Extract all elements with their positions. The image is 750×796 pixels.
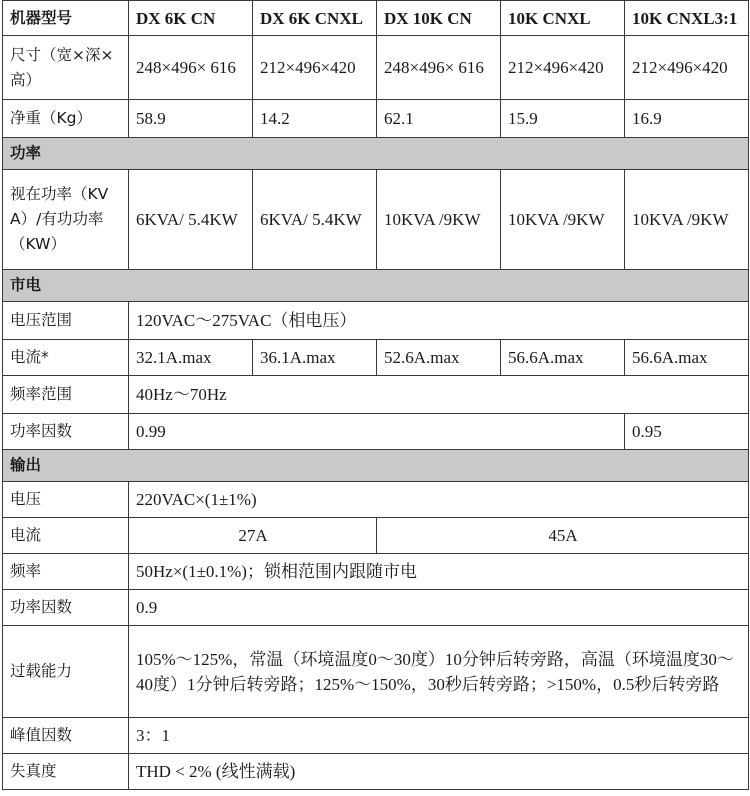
mains-freq-value: 40Hz～70Hz xyxy=(129,376,749,414)
mains-current-value: 56.6A.max xyxy=(625,340,749,376)
mains-pf-value-alt: 0.95 xyxy=(625,414,749,450)
output-freq-value: 50Hz×(1±0.1%)；锁相范围内跟随市电 xyxy=(129,554,749,590)
power-value: 10KVA /9KW xyxy=(625,170,749,270)
output-pf-value: 0.9 xyxy=(129,590,749,626)
model-name: DX 10K CN xyxy=(377,1,501,36)
spec-table xyxy=(2,0,749,790)
output-overload-value: 105%～125%，常温（环境温度0～30度）10分钟后转旁路，高温（环境温度30～40度）1分钟后转旁路；125%～150%，30秒后转旁路；>150%，0.5秒后转旁路 xyxy=(129,626,749,718)
weight-value: 58.9 xyxy=(129,100,253,138)
output-current-value: 27A xyxy=(129,518,377,554)
size-row xyxy=(3,36,749,100)
output-overload-label: 过载能力 xyxy=(3,626,129,718)
output-crest-row xyxy=(3,718,749,754)
size-label: 尺寸（宽×深×高） xyxy=(3,36,129,100)
output-thd-label: 失真度 xyxy=(3,754,129,790)
weight-value: 62.1 xyxy=(377,100,501,138)
size-value: 248×496× 616 xyxy=(377,36,501,100)
weight-value: 14.2 xyxy=(253,100,377,138)
mains-current-label: 电流* xyxy=(3,340,129,376)
model-name: DX 6K CNXL xyxy=(253,1,377,36)
model-name: 10K CNXL xyxy=(501,1,625,36)
power-label: 视在功率（KVA）/有功功率（KW） xyxy=(3,170,129,270)
section-power-row xyxy=(3,138,749,170)
mains-voltage-value: 120VAC～275VAC（相电压） xyxy=(129,302,749,340)
output-thd-value: THD < 2% (线性满载) xyxy=(129,754,749,790)
mains-voltage-label: 电压范围 xyxy=(3,302,129,340)
output-voltage-row xyxy=(3,482,749,518)
section-mains-heading: 市电 xyxy=(3,270,749,302)
output-thd-row xyxy=(3,754,749,790)
section-output-heading: 输出 xyxy=(3,450,749,482)
power-value: 6KVA/ 5.4KW xyxy=(253,170,377,270)
model-label: 机器型号 xyxy=(3,1,129,36)
mains-current-value: 52.6A.max xyxy=(377,340,501,376)
output-current-value-alt: 45A xyxy=(377,518,749,554)
mains-freq-row xyxy=(3,376,749,414)
size-value: 212×496×420 xyxy=(625,36,749,100)
output-overload-row xyxy=(3,626,749,718)
weight-value: 15.9 xyxy=(501,100,625,138)
power-row xyxy=(3,170,749,270)
weight-row xyxy=(3,100,749,138)
mains-current-value: 36.1A.max xyxy=(253,340,377,376)
model-name: DX 6K CN xyxy=(129,1,253,36)
output-pf-label: 功率因数 xyxy=(3,590,129,626)
mains-freq-label: 频率范围 xyxy=(3,376,129,414)
weight-label: 净重（Kg） xyxy=(3,100,129,138)
output-current-label: 电流 xyxy=(3,518,129,554)
power-value: 10KVA /9KW xyxy=(377,170,501,270)
power-value: 6KVA/ 5.4KW xyxy=(129,170,253,270)
section-mains-row xyxy=(3,270,749,302)
output-voltage-value: 220VAC×(1±1%) xyxy=(129,482,749,518)
mains-current-value: 56.6A.max xyxy=(501,340,625,376)
header-row xyxy=(3,1,749,36)
output-freq-row xyxy=(3,554,749,590)
output-pf-row xyxy=(3,590,749,626)
mains-pf-row xyxy=(3,414,749,450)
mains-pf-label: 功率因数 xyxy=(3,414,129,450)
output-freq-label: 频率 xyxy=(3,554,129,590)
mains-voltage-row xyxy=(3,302,749,340)
size-value: 212×496×420 xyxy=(253,36,377,100)
model-name: 10K CNXL3:1 xyxy=(625,1,749,36)
mains-current-value: 32.1A.max xyxy=(129,340,253,376)
output-crest-value: 3：1 xyxy=(129,718,749,754)
section-output-row xyxy=(3,450,749,482)
power-value: 10KVA /9KW xyxy=(501,170,625,270)
mains-current-row xyxy=(3,340,749,376)
output-voltage-label: 电压 xyxy=(3,482,129,518)
output-crest-label: 峰值因数 xyxy=(3,718,129,754)
output-current-row xyxy=(3,518,749,554)
size-value: 248×496× 616 xyxy=(129,36,253,100)
size-value: 212×496×420 xyxy=(501,36,625,100)
mains-pf-value: 0.99 xyxy=(129,414,625,450)
section-power-heading: 功率 xyxy=(3,138,749,170)
weight-value: 16.9 xyxy=(625,100,749,138)
